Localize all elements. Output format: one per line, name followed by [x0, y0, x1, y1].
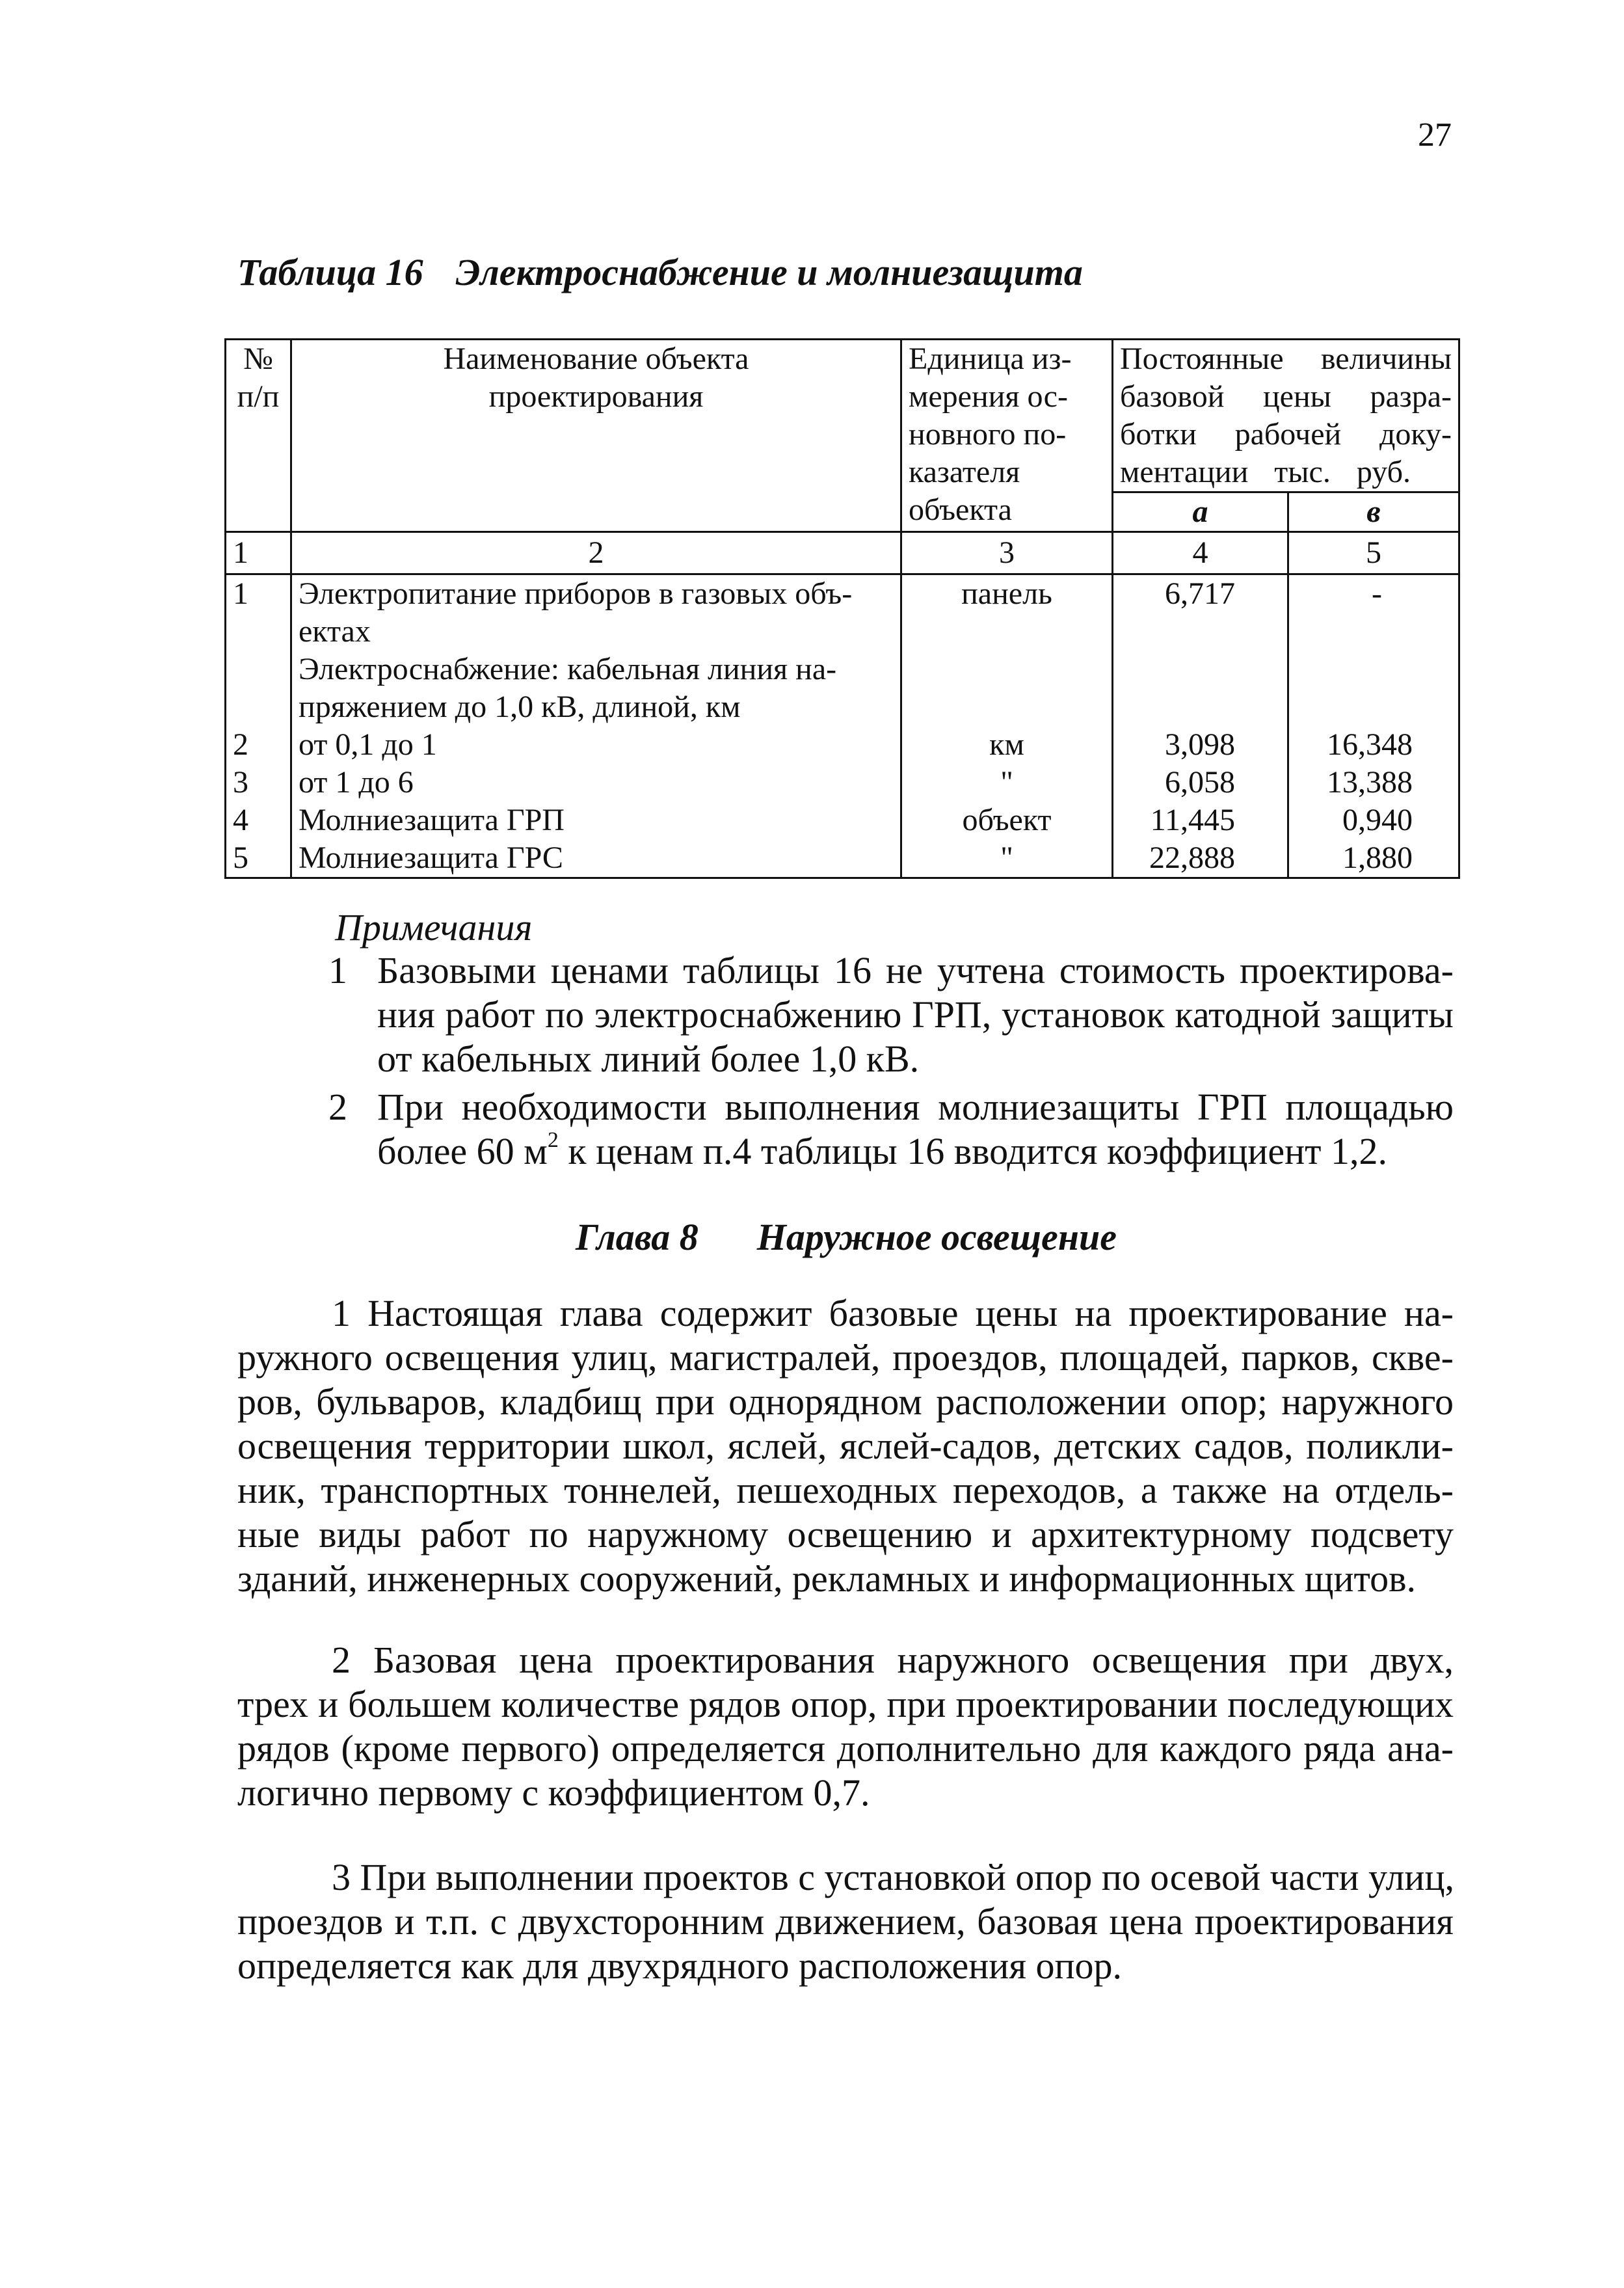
paragraph-line: ник, транспортных тоннелей, пешеходных переходов, а также на отдель-	[237, 1469, 1454, 1511]
paragraph	[237, 1638, 1454, 1815]
paragraph-line: логично первому с коэффициентом 0,7.	[237, 1771, 870, 1814]
row-name: Молниезащита ГРП	[299, 803, 565, 837]
col-number: 2	[291, 532, 901, 574]
paragraph-line: освещения территории школ, яслей, яслей-садов, детских садов, поликли-	[237, 1425, 1454, 1467]
row-value-b: 0,940	[1342, 803, 1413, 837]
note-text	[377, 1085, 1454, 1174]
superscript: 2	[547, 1127, 559, 1152]
table-caption-label: Таблица 16	[237, 251, 423, 293]
row-unit: объект	[962, 803, 1052, 837]
price-table	[224, 338, 1460, 879]
row-unit	[909, 688, 1105, 726]
chapter-title: Наружное освещение	[756, 1216, 1117, 1258]
row-name: пряжением до 1,0 кВ, длиной, км	[299, 690, 741, 724]
table-header-row	[226, 340, 1459, 492]
column-number-row	[226, 532, 1459, 574]
notes-title: Примечания	[335, 906, 533, 949]
col-number: 3	[901, 532, 1113, 574]
header-num-line: №	[243, 342, 273, 376]
row-num	[233, 651, 284, 688]
table-caption-title: Электроснабжение и молниезащита	[455, 251, 1083, 293]
paragraph-line: зданий, инженерных сооружений, рекламных и информационных щитов.	[237, 1557, 1417, 1600]
row-num	[233, 613, 284, 651]
row-num: 1	[233, 576, 248, 611]
paragraph-line: 3 При выполнении проектов с установкой опор по осевой части улиц,	[332, 1856, 1455, 1898]
header-name-line: проектирования	[488, 379, 704, 414]
note-line: ния работ по электроснабжению ГРП, установок катодной защиты	[377, 993, 1454, 1036]
table-caption	[237, 250, 1083, 294]
row-unit: "	[1000, 765, 1013, 800]
row-num: 2	[233, 727, 248, 762]
row-name: Электропитание приборов в газовых объ-	[299, 576, 853, 611]
row-num: 4	[233, 803, 248, 837]
row-num: 3	[233, 765, 248, 800]
header-const-line: ботки рабочей доку-	[1120, 417, 1452, 451]
header-num	[226, 340, 291, 532]
col-number: 4	[1113, 532, 1288, 574]
row-value-a: 3,098	[1165, 727, 1235, 762]
row-cell-unit	[901, 574, 1113, 878]
paragraph	[237, 1855, 1454, 1988]
note-line-part: к ценам п.4 таблицы 16 вводится коэффициент 1,2.	[558, 1130, 1388, 1172]
note-line: При необходимости выполнения молниезащиты ГРП площадью	[377, 1086, 1454, 1128]
header-col-a: а	[1113, 492, 1288, 532]
paragraph	[237, 1291, 1454, 1601]
row-name: ектах	[299, 614, 371, 649]
paragraph-line: ров, бульваров, кладбищ при однорядном расположении опор; наружного	[237, 1380, 1454, 1423]
row-unit	[909, 613, 1105, 651]
header-const-line: базовой цены разра-	[1120, 379, 1452, 414]
header-name	[291, 340, 901, 532]
note-line: от кабельных линий более 1,0 кВ.	[377, 1038, 920, 1080]
paragraph-line: определяется как для двухрядного расположения опор.	[237, 1945, 1123, 1987]
row-num	[233, 688, 284, 726]
row-value-a	[1120, 688, 1235, 726]
row-unit: панель	[961, 576, 1052, 611]
row-value-a	[1120, 613, 1235, 651]
note-line-part: более 60 м	[377, 1130, 548, 1172]
row-value-b: 13,388	[1327, 765, 1413, 800]
row-cell-b	[1288, 574, 1459, 878]
row-cell-a	[1113, 574, 1288, 878]
note-text	[377, 949, 1454, 1081]
row-value-a: 11,445	[1150, 803, 1235, 837]
row-unit	[909, 651, 1105, 688]
row-cell-num	[226, 574, 291, 878]
row-unit: км	[989, 727, 1024, 762]
col-number: 1	[226, 532, 291, 574]
row-cell-name	[291, 574, 901, 878]
row-value-a: 6,058	[1165, 765, 1235, 800]
note-line: Базовыми ценами таблицы 16 не учтена стоимость проектирова-	[377, 949, 1454, 991]
page-number: 27	[1418, 116, 1452, 154]
row-value-b	[1296, 613, 1413, 651]
paragraph-line: ружного освещения улиц, магистралей, проездов, площадей, парков, скве-	[237, 1336, 1454, 1379]
note-number: 1	[328, 949, 347, 991]
paragraph-line: 1 Настоящая глава содержит базовые цены на проектирование на-	[332, 1292, 1454, 1334]
row-value-a	[1120, 651, 1235, 688]
row-value-b: 16,348	[1327, 727, 1413, 762]
chapter-heading	[576, 1215, 1117, 1259]
paragraph-line: рядов (кроме первого) определяется дополнительно для каждого ряда ана-	[237, 1727, 1454, 1770]
note-line	[377, 1129, 1454, 1174]
header-col-b: в	[1288, 492, 1459, 532]
header-unit-line: мерения ос-	[909, 379, 1068, 414]
header-const-line: Постоянные величины	[1120, 342, 1452, 376]
row-value-b	[1296, 688, 1413, 726]
row-value-a: 22,888	[1149, 841, 1235, 875]
header-unit	[901, 340, 1113, 532]
row-value-b: 1,880	[1342, 841, 1413, 875]
col-number: 5	[1288, 532, 1459, 574]
row-num: 5	[233, 841, 248, 875]
note-number: 2	[328, 1086, 347, 1128]
row-unit: "	[1000, 841, 1013, 875]
row-value-a: 6,717	[1165, 576, 1235, 611]
header-name-line: Наименование объекта	[443, 342, 749, 376]
header-unit-line: Единица из-	[909, 342, 1072, 376]
row-name: Молниезащита ГРС	[299, 841, 563, 875]
row-name: от 0,1 до 1	[299, 727, 437, 762]
row-name: от 1 до 6	[299, 765, 414, 800]
row-value-b: -	[1372, 576, 1382, 611]
paragraph-line: проездов и т.п. с двухсторонним движением, базовая цена проектирования	[237, 1900, 1454, 1943]
row-name: Электроснабжение: кабельная линия на-	[299, 652, 837, 686]
row-value-b	[1296, 651, 1413, 688]
chapter-label: Глава 8	[576, 1216, 699, 1258]
header-unit-line: новного по-	[909, 417, 1067, 451]
header-const	[1113, 340, 1459, 492]
paragraph-line: ные виды работ по наружному освещению и архитектурному подсвету	[237, 1513, 1454, 1555]
header-unit-line: казателя	[909, 455, 1020, 489]
header-unit-line: объекта	[909, 492, 1012, 527]
paragraph-line: трех и большем количестве рядов опор, при проектировании последующих	[237, 1683, 1454, 1725]
paragraph-line: 2 Базовая цена проектирования наружного освещения при двух,	[332, 1639, 1454, 1681]
table-body-row	[226, 574, 1459, 878]
header-const-line: ментации тыс. руб.	[1120, 455, 1411, 489]
header-num-line: п/п	[237, 379, 280, 414]
